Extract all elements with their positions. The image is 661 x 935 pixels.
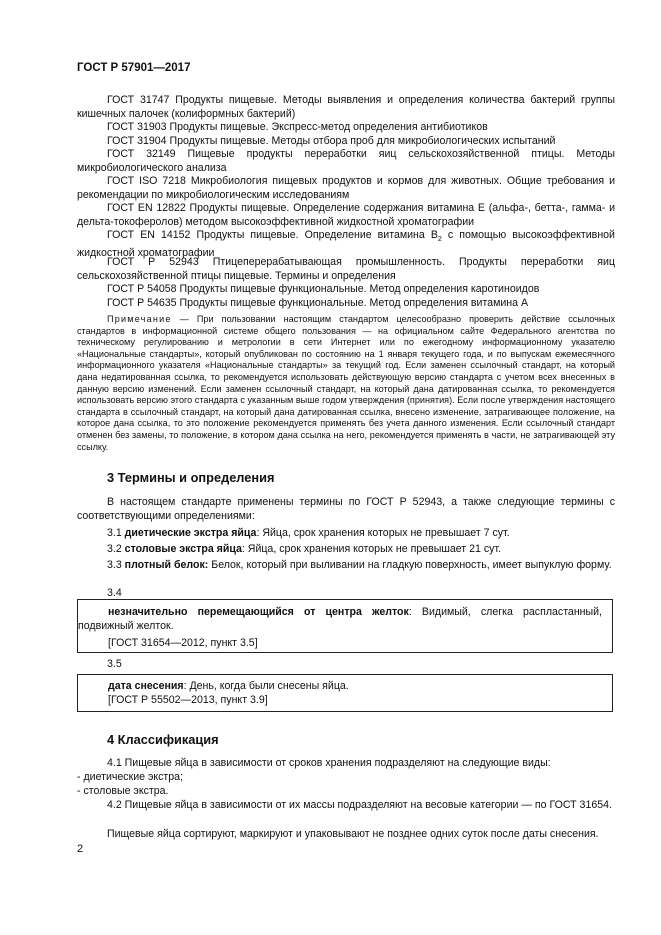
term-definition: : Видимый, слегка распластанный, подвижный желток. bbox=[78, 606, 602, 632]
term-3-5 bbox=[78, 680, 602, 694]
term-3-5-number: 3.5 bbox=[107, 658, 122, 670]
term-definition: : Яйца, срок хранения которых не превышает 7 сут. bbox=[256, 527, 510, 539]
note-text: — При пользовании настоящим стандартом целесообразно проверить действие ссылочных стандартов в информационной системе общего пользования — на официальном сайте Федерального агентства по техническому регулированию и метрологии в сети Интернет или по ежегодному информационному указателю «Национальные стандарты», который опубликован по состоянию на 1 января текущего года, и по выпускам ежемесячного информационного указателя «Национальные стандарты» за текущий год. Если заменен ссылочный стандарт, на который дана недатированная ссылка, то рекомендуется использовать действующую версию стандарта с учетом всех внесенных в данную версию изменений. Если заменен ссылочный стандарт, на который дана датированная ссылка, то рекомендуется использовать версию этого стандарта с указанным выше годом утверждения (принятия). Если после утверждения настоящего стандарта в ссылочный стандарт, на который дана датированная ссылка, внесено изменение, затрагивающее положение, на которое дана ссылка, то это положение рекомендуется применять без учета данного изменения. Если ссылочный стандарт отменен без замены, то положение, в котором дана ссылка на него, рекомендуется применять в части, не затрагивающей эту ссылку. bbox=[77, 314, 615, 452]
term-3-5-box bbox=[77, 674, 613, 712]
ref-gost-31903: ГОСТ 31903 Продукты пищевые. Экспресс-метод определения антибиотиков bbox=[107, 121, 488, 133]
para-4-3: Пищевые яйца сортируют, маркируют и упаковывают не позднее одних суток после даты снесения. bbox=[107, 828, 599, 840]
section-4-heading: 4 Классификация bbox=[107, 732, 219, 747]
ref-gost-en-12822: ГОСТ EN 12822 Продукты пищевые. Определение содержания витамина E (альфа-, бетта-, гамма- и дельта-токоферолов) методом высокоэффективной жидкостной хроматографии bbox=[77, 202, 615, 228]
ref-gost-en-14152-tail: с помощью высокоэффективной жидкостной хроматографии bbox=[77, 229, 615, 259]
term-3-2 bbox=[77, 543, 615, 557]
section-3-heading: 3 Термины и определения bbox=[107, 470, 275, 485]
page-number: 2 bbox=[77, 843, 84, 855]
term-number: 3.1 bbox=[107, 527, 125, 539]
term-definition: : День, когда были снесены яйца. bbox=[183, 680, 349, 692]
ref-gost-r-54058: ГОСТ Р 54058 Продукты пищевые функциональные. Метод определения каротиноидов bbox=[107, 283, 540, 295]
term-name: дата снесения bbox=[108, 680, 184, 692]
term-3-3 bbox=[77, 559, 615, 573]
list-item-table: - столовые экстра. bbox=[77, 785, 169, 797]
term-3-1 bbox=[77, 527, 615, 541]
note-block bbox=[77, 314, 615, 453]
term-name: незначительно перемещающийся от центра желток bbox=[108, 606, 409, 618]
list-item-dietary: - диетические экстра; bbox=[77, 771, 184, 783]
term-definition: Белок, который при выливании на гладкую поверхность, имеет выпуклую форму. bbox=[208, 559, 612, 571]
term-3-4-source: [ГОСТ 31654—2012, пункт 3.5] bbox=[108, 637, 258, 650]
ref-gost-31904: ГОСТ 31904 Продукты пищевые. Методы отбора проб для микробиологических испытаний bbox=[107, 134, 556, 147]
para-4-2: 4.2 Пищевые яйца в зависимости от их массы подразделяют на весовые категории — по ГОСТ 31654. bbox=[107, 799, 612, 811]
term-number: 3.3 bbox=[107, 559, 125, 571]
running-header: ГОСТ Р 57901—2017 bbox=[77, 62, 191, 74]
term-3-5-source: [ГОСТ Р 55502—2013, пункт 3.9] bbox=[108, 693, 268, 706]
term-3-4-box bbox=[77, 599, 613, 653]
note-label: Примечание bbox=[107, 314, 172, 324]
ref-gost-iso-7218: ГОСТ ISO 7218 Микробиология пищевых продуктов и кормов для животных. Общие требования и рекомендации по микробиологическим исследованиям bbox=[77, 175, 615, 201]
term-name: плотный белок: bbox=[124, 559, 209, 571]
term-name: столовые экстра яйца bbox=[124, 543, 242, 555]
term-3-4 bbox=[78, 606, 602, 633]
section-3-intro: В настоящем стандарте применены термины по ГОСТ Р 52943, а также следующие термины с соответствующими определениями: bbox=[77, 496, 615, 522]
ref-gost-31747: ГОСТ 31747 Продукты пищевые. Методы выявления и определения количества бактерий группы кишечных палочек (колиформных бактерий) bbox=[77, 94, 615, 120]
term-name: диетические экстра яйца bbox=[124, 527, 257, 539]
ref-gost-en-14152-text: ГОСТ EN 14152 Продукты пищевые. Определение витамина B bbox=[107, 229, 438, 241]
term-number: 3.2 bbox=[107, 543, 125, 555]
ref-gost-r-54635: ГОСТ Р 54635 Продукты пищевые функциональные. Метод определения витамина А bbox=[107, 296, 529, 309]
ref-gost-32149: ГОСТ 32149 Пищевые продукты переработки яиц сельскохозяйственной птицы. Методы микробиологического анализа bbox=[77, 148, 615, 174]
ref-gost-r-52943: ГОСТ Р 52943 Птицеперерабатывающая промышленность. Продукты переработки яиц сельскохозяйственной птицы пищевые. Термины и определения bbox=[77, 256, 615, 282]
term-definition: : Яйца, срок хранения которых не превышает 21 сут. bbox=[241, 543, 502, 555]
vitamin-subscript: 2 bbox=[437, 236, 442, 244]
term-3-4-number: 3.4 bbox=[107, 587, 122, 599]
para-4-1: 4.1 Пищевые яйца в зависимости от сроков хранения подразделяют на следующие виды: bbox=[107, 757, 551, 769]
